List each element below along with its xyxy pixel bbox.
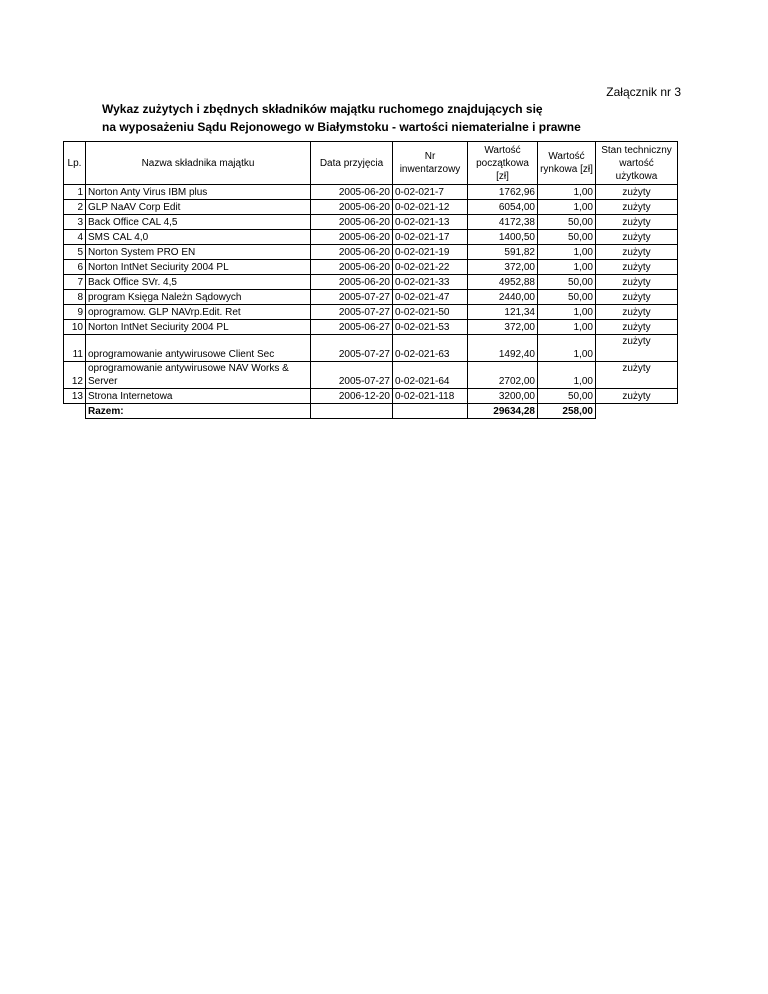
row-market-value: 50,00 xyxy=(538,275,596,290)
annex-label: Załącznik nr 3 xyxy=(606,85,681,99)
row-technical-state: zużyty xyxy=(596,230,678,245)
row-initial-value: 4172,38 xyxy=(468,215,538,230)
row-initial-value: 1762,96 xyxy=(468,185,538,200)
row-technical-state: zużyty xyxy=(596,389,678,404)
row-name: Strona Internetowa xyxy=(86,389,311,404)
total-empty-state xyxy=(596,404,678,419)
row-market-value: 1,00 xyxy=(538,335,596,362)
total-market-value: 258,00 xyxy=(538,404,596,419)
row-market-value: 1,00 xyxy=(538,245,596,260)
table-row xyxy=(64,320,678,335)
row-market-value: 50,00 xyxy=(538,230,596,245)
header-technical-state: Stan techniczny wartość użytkowa xyxy=(596,142,678,185)
header-date: Data przyjęcia xyxy=(311,142,393,185)
row-inventory-no: 0-02-021-118 xyxy=(393,389,468,404)
row-technical-state: zużyty xyxy=(596,185,678,200)
row-initial-value: 591,82 xyxy=(468,245,538,260)
header-initial-value: Wartość początkowa [zł] xyxy=(468,142,538,185)
row-lp: 11 xyxy=(64,335,86,362)
row-name: Norton System PRO EN xyxy=(86,245,311,260)
row-inventory-no: 0-02-021-13 xyxy=(393,215,468,230)
row-inventory-no: 0-02-021-12 xyxy=(393,200,468,215)
row-name: program Księga Należn Sądowych xyxy=(86,290,311,305)
row-date: 2005-06-20 xyxy=(311,185,393,200)
row-initial-value: 1492,40 xyxy=(468,335,538,362)
row-date: 2005-07-27 xyxy=(311,305,393,320)
row-inventory-no: 0-02-021-50 xyxy=(393,305,468,320)
table-row xyxy=(64,305,678,320)
row-inventory-no: 0-02-021-53 xyxy=(393,320,468,335)
row-initial-value: 6054,00 xyxy=(468,200,538,215)
row-technical-state: zużyty xyxy=(596,215,678,230)
row-lp: 6 xyxy=(64,260,86,275)
row-inventory-no: 0-02-021-19 xyxy=(393,245,468,260)
row-date: 2005-06-20 xyxy=(311,260,393,275)
row-market-value: 50,00 xyxy=(538,290,596,305)
row-lp: 7 xyxy=(64,275,86,290)
row-lp: 12 xyxy=(64,362,86,389)
row-technical-state: zużyty xyxy=(596,245,678,260)
row-lp: 3 xyxy=(64,215,86,230)
row-date: 2005-06-20 xyxy=(311,200,393,215)
row-date: 2005-07-27 xyxy=(311,335,393,362)
total-empty-inv xyxy=(393,404,468,419)
header-name: Nazwa składnika majątku xyxy=(86,142,311,185)
table-row xyxy=(64,215,678,230)
table-row xyxy=(64,200,678,215)
row-date: 2005-06-20 xyxy=(311,215,393,230)
row-inventory-no: 0-02-021-64 xyxy=(393,362,468,389)
header-inventory-no: Nr inwentarzowy xyxy=(393,142,468,185)
row-market-value: 1,00 xyxy=(538,260,596,275)
row-initial-value: 1400,50 xyxy=(468,230,538,245)
header-lp: Lp. xyxy=(64,142,86,185)
row-lp: 9 xyxy=(64,305,86,320)
row-date: 2006-12-20 xyxy=(311,389,393,404)
row-market-value: 1,00 xyxy=(538,305,596,320)
row-date: 2005-06-27 xyxy=(311,320,393,335)
row-date: 2005-06-20 xyxy=(311,230,393,245)
total-initial-value: 29634,28 xyxy=(468,404,538,419)
row-market-value: 50,00 xyxy=(538,389,596,404)
row-inventory-no: 0-02-021-47 xyxy=(393,290,468,305)
table-row xyxy=(64,389,678,404)
row-technical-state: zużyty xyxy=(596,260,678,275)
document-title-line-2: na wyposażeniu Sądu Rejonowego w Białymstoku - wartości niematerialne i prawne xyxy=(102,120,581,134)
header-market-value: Wartość rynkowa [zł] xyxy=(538,142,596,185)
table-row xyxy=(64,230,678,245)
table-row xyxy=(64,275,678,290)
row-lp: 2 xyxy=(64,200,86,215)
row-initial-value: 2440,00 xyxy=(468,290,538,305)
row-date: 2005-06-20 xyxy=(311,275,393,290)
document-title-line-1: Wykaz zużytych i zbędnych składników majątku ruchomego znajdujących się xyxy=(102,102,543,116)
total-row xyxy=(64,404,678,419)
row-inventory-no: 0-02-021-7 xyxy=(393,185,468,200)
row-initial-value: 121,34 xyxy=(468,305,538,320)
row-inventory-no: 0-02-021-63 xyxy=(393,335,468,362)
row-lp: 5 xyxy=(64,245,86,260)
table-row xyxy=(64,290,678,305)
row-market-value: 1,00 xyxy=(538,200,596,215)
row-market-value: 50,00 xyxy=(538,215,596,230)
row-technical-state: zużyty xyxy=(596,335,678,362)
row-date: 2005-07-27 xyxy=(311,362,393,389)
row-initial-value: 372,00 xyxy=(468,260,538,275)
table-row xyxy=(64,185,678,200)
total-spacer xyxy=(64,404,86,419)
row-technical-state: zużyty xyxy=(596,290,678,305)
row-name: Back Office CAL 4,5 xyxy=(86,215,311,230)
table-row xyxy=(64,260,678,275)
row-name: oprogramowanie antywirusowe NAV Works & Server xyxy=(86,362,311,389)
table-row xyxy=(64,335,678,362)
row-name: oprogramowanie antywirusowe Client Sec xyxy=(86,335,311,362)
row-lp: 10 xyxy=(64,320,86,335)
row-lp: 4 xyxy=(64,230,86,245)
row-inventory-no: 0-02-021-17 xyxy=(393,230,468,245)
row-inventory-no: 0-02-021-33 xyxy=(393,275,468,290)
row-initial-value: 3200,00 xyxy=(468,389,538,404)
row-name: Norton IntNet Seciurity 2004 PL xyxy=(86,320,311,335)
table-row xyxy=(64,245,678,260)
row-market-value: 1,00 xyxy=(538,362,596,389)
row-lp: 13 xyxy=(64,389,86,404)
row-date: 2005-07-27 xyxy=(311,290,393,305)
row-lp: 1 xyxy=(64,185,86,200)
row-market-value: 1,00 xyxy=(538,320,596,335)
row-name: GLP NaAV Corp Edit xyxy=(86,200,311,215)
row-technical-state: zużyty xyxy=(596,275,678,290)
row-name: Back Office SVr. 4,5 xyxy=(86,275,311,290)
row-technical-state: zużyty xyxy=(596,200,678,215)
row-technical-state: zużyty xyxy=(596,320,678,335)
row-technical-state: zużyty xyxy=(596,305,678,320)
row-market-value: 1,00 xyxy=(538,185,596,200)
row-initial-value: 2702,00 xyxy=(468,362,538,389)
row-lp: 8 xyxy=(64,290,86,305)
row-technical-state: zużyty xyxy=(596,362,678,389)
total-empty-date xyxy=(311,404,393,419)
row-inventory-no: 0-02-021-22 xyxy=(393,260,468,275)
row-name: Norton IntNet Seciurity 2004 PL xyxy=(86,260,311,275)
table-row xyxy=(64,362,678,389)
row-date: 2005-06-20 xyxy=(311,245,393,260)
row-initial-value: 372,00 xyxy=(468,320,538,335)
assets-table xyxy=(63,141,678,419)
header-row xyxy=(64,142,678,185)
total-label: Razem: xyxy=(86,404,311,419)
row-initial-value: 4952,88 xyxy=(468,275,538,290)
row-name: oprogramow. GLP NAVrp.Edit. Ret xyxy=(86,305,311,320)
row-name: SMS CAL 4,0 xyxy=(86,230,311,245)
row-name: Norton Anty Virus IBM plus xyxy=(86,185,311,200)
